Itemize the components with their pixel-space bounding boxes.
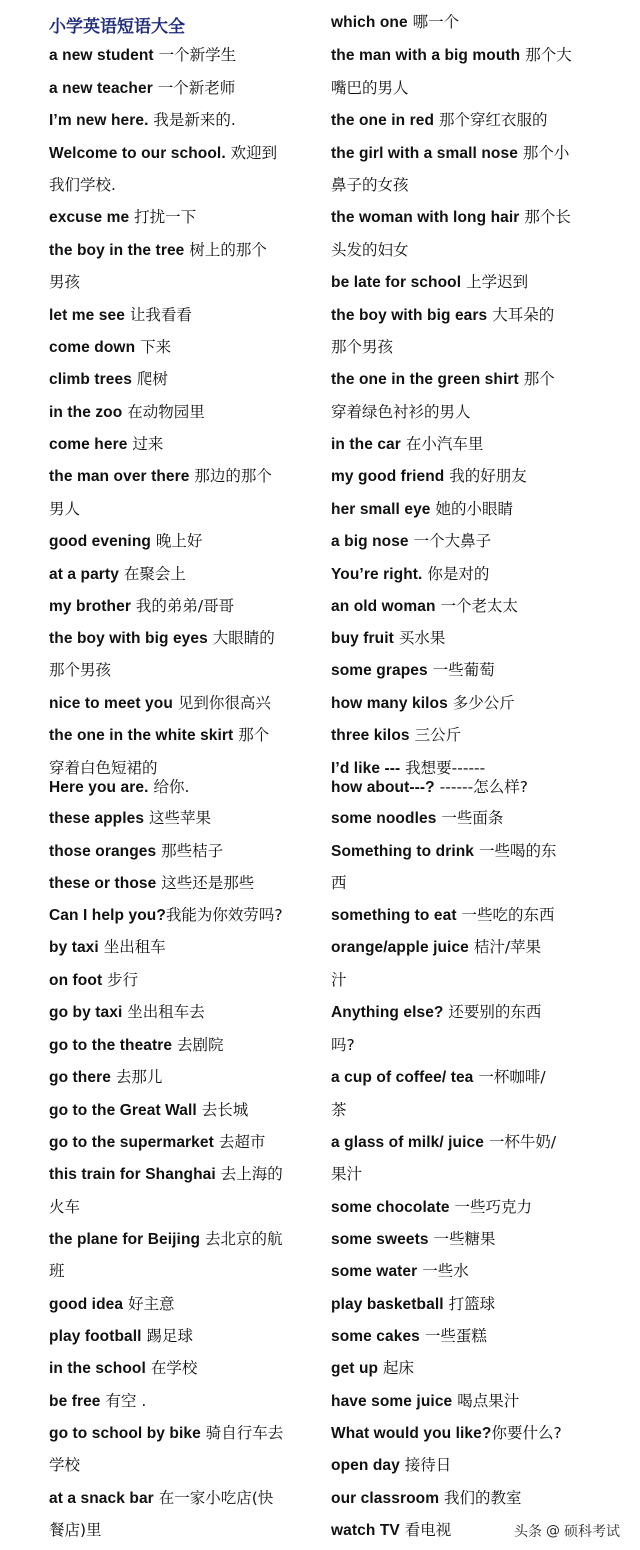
phrase-english: nice to meet you [49, 695, 173, 712]
phrase-english: a glass of milk/ juice [331, 1134, 484, 1151]
phrase-chinese: 你是对的 [422, 565, 490, 583]
phrase-line [331, 1035, 355, 1056]
phrase-english: Welcome to our school. [49, 145, 226, 162]
phrase-line [331, 1261, 469, 1282]
phrase-line [331, 175, 409, 196]
phrase-chinese: 那个 [518, 370, 555, 388]
phrase-line [49, 1035, 224, 1056]
phrase-chinese: 多少公斤 [447, 694, 515, 712]
phrase-line [49, 272, 80, 293]
phrase-english: which one [331, 14, 408, 31]
phrase-english: by taxi [49, 939, 99, 956]
phrase-line [331, 337, 393, 358]
phrase-chinese: 看电视 [399, 1521, 452, 1539]
phrase-line [49, 45, 236, 66]
phrase-chinese: 踢足球 [141, 1327, 194, 1345]
phrase-line [331, 12, 459, 33]
phrase-english: those oranges [49, 843, 157, 860]
phrase-line [49, 1326, 193, 1347]
phrase-line [49, 434, 163, 455]
phrase-chinese: 吗? [331, 1036, 355, 1054]
phrase-line [49, 1520, 102, 1541]
phrase-english: a cup of coffee/ tea [331, 1069, 474, 1086]
phrase-chinese: 那个大 [520, 46, 572, 64]
phrase-english: play basketball [331, 1296, 444, 1313]
phrase-line [49, 725, 269, 746]
phrase-english: go to the theatre [49, 1037, 173, 1054]
phrase-chinese: 打扰一下 [129, 208, 197, 226]
phrase-english: a new teacher [49, 80, 153, 97]
phrase-english: the one in the white skirt [49, 727, 234, 744]
phrase-chinese: 餐店)里 [49, 1521, 102, 1539]
phrase-line [331, 1488, 522, 1509]
phrase-english: on foot [49, 972, 103, 989]
phrase-chinese: 上学迟到 [461, 273, 529, 291]
phrase-chinese: 一些水 [417, 1262, 469, 1280]
phrase-english: go there [49, 1069, 111, 1086]
phrase-english: some grapes [331, 662, 428, 679]
phrase-english: You’re right. [331, 566, 423, 583]
phrase-chinese: 骑自行车去 [200, 1424, 284, 1442]
phrase-chinese: 步行 [102, 971, 139, 989]
phrase-english: the boy with big ears [331, 307, 488, 324]
phrase-chinese: 大耳朵的 [487, 306, 555, 324]
phrase-english: the man with a big mouth [331, 47, 521, 64]
phrase-chinese: 你要什么? [491, 1424, 562, 1442]
phrase-chinese: 班 [49, 1262, 65, 1280]
phrase-line [49, 499, 80, 520]
phrase-english: open day [331, 1457, 400, 1474]
phrase-english: at a party [49, 566, 119, 583]
phrase-chinese: 过来 [127, 435, 164, 453]
phrase-chinese: 一杯咖啡/ [473, 1068, 546, 1086]
phrase-chinese: 一杯牛奶/ [483, 1133, 557, 1151]
phrase-english: the one in the green shirt [331, 371, 519, 388]
phrase-line [331, 758, 485, 779]
phrase-english: have some juice [331, 1393, 453, 1410]
phrase-english: buy fruit [331, 630, 394, 647]
phrase-chinese: 那个小 [517, 144, 570, 162]
phrase-line [49, 1100, 248, 1121]
phrase-english: at a snack bar [49, 1490, 154, 1507]
phrase-line [49, 337, 171, 358]
phrase-english: in the car [331, 436, 401, 453]
phrase-line [331, 564, 489, 585]
phrase-line [49, 1229, 283, 1250]
phrase-line [49, 777, 189, 798]
phrase-line [331, 1294, 495, 1315]
phrase-chinese: 嘴巴的男人 [331, 79, 409, 97]
phrase-english: some sweets [331, 1231, 429, 1248]
phrase-line [331, 305, 554, 326]
phrase-english: three kilos [331, 727, 410, 744]
phrase-chinese: 坐出租车去 [122, 1003, 205, 1021]
phrase-chinese: ------怎么样? [434, 778, 528, 796]
phrase-chinese: 桔汁/苹果 [468, 938, 542, 956]
phrase-english: some noodles [331, 810, 437, 827]
phrase-chinese: 三公斤 [409, 726, 462, 744]
phrase-chinese: 我的好朋友 [444, 467, 527, 485]
at-icon: @ [546, 1523, 560, 1539]
phrase-line [49, 841, 223, 862]
phrase-line [331, 240, 409, 261]
phrase-chinese: 在小汽车里 [400, 435, 484, 453]
phrase-chinese: 我想要------ [400, 759, 486, 777]
phrase-line [49, 905, 283, 926]
phrase-chinese: 男人 [49, 500, 81, 518]
phrase-line [49, 628, 275, 649]
phrase-english: Anything else? [331, 1004, 444, 1021]
watermark [510, 1518, 624, 1544]
phrase-english: the man over there [49, 468, 190, 485]
phrase-chinese: 男孩 [49, 273, 81, 291]
phrase-english: play football [49, 1328, 142, 1345]
phrase-chinese: 学校 [49, 1456, 81, 1474]
phrase-english: an old woman [331, 598, 436, 615]
phrase-line [49, 1294, 175, 1315]
phrase-chinese: 大眼睛的 [207, 629, 275, 647]
phrase-english: the girl with a small nose [331, 145, 518, 162]
phrase-line [331, 1423, 562, 1444]
phrase-line [49, 873, 254, 894]
phrase-chinese: 有空 . [100, 1392, 147, 1410]
phrase-chinese: 那个长 [519, 208, 571, 226]
phrase-line [49, 402, 205, 423]
phrase-english: something to eat [331, 907, 457, 924]
phrase-line [331, 725, 461, 746]
phrase-line [331, 1100, 347, 1121]
phrase-english: watch TV [331, 1522, 400, 1539]
phrase-line [49, 305, 192, 326]
phrase-chinese: 给你. [148, 778, 190, 796]
phrase-line [331, 1164, 362, 1185]
phrase-chinese: 好主意 [123, 1295, 175, 1313]
phrase-chinese: 在一家小吃店(快 [153, 1489, 274, 1507]
phrase-chinese: 欢迎到 [225, 144, 278, 162]
phrase-chinese: 晚上好 [150, 532, 203, 550]
phrase-chinese: 哪一个 [407, 13, 460, 31]
phrase-chinese: 那个 [233, 726, 270, 744]
phrase-line [331, 841, 556, 862]
phrase-line [49, 1067, 162, 1088]
phrase-chinese: 去超市 [213, 1133, 266, 1151]
phrase-line [331, 531, 491, 552]
phrase-chinese: 头发的妇女 [331, 241, 409, 259]
phrase-english: be late for school [331, 274, 462, 291]
phrase-english: go to the supermarket [49, 1134, 214, 1151]
phrase-chinese: 坐出租车 [98, 938, 166, 956]
phrase-line [49, 808, 211, 829]
phrase-english: in the school [49, 1360, 146, 1377]
phrase-line [49, 1391, 146, 1412]
phrase-chinese: 一些糖果 [428, 1230, 496, 1248]
phrase-chinese: 还要别的东西 [443, 1003, 542, 1021]
phrase-line [331, 1132, 556, 1153]
phrase-english: get up [331, 1360, 379, 1377]
phrase-chinese: 那个男孩 [49, 661, 112, 679]
phrase-english: good idea [49, 1296, 124, 1313]
phrase-line [331, 660, 495, 681]
phrase-chinese: 接待日 [399, 1456, 452, 1474]
phrase-english: my good friend [331, 468, 445, 485]
phrase-chinese: 果汁 [331, 1165, 363, 1183]
phrase-line [49, 78, 235, 99]
phrase-chinese: 去上海的 [215, 1165, 283, 1183]
phrase-line [49, 143, 277, 164]
phrase-line [49, 1358, 197, 1379]
phrase-chinese: 那些桔子 [156, 842, 224, 860]
watermark-prefix: 头条 [514, 1524, 542, 1540]
phrase-chinese: 一些蛋糕 [419, 1327, 487, 1345]
phrase-chinese: 树上的那个 [184, 241, 267, 259]
phrase-chinese: 一个大鼻子 [408, 532, 492, 550]
phrase-line [49, 1423, 283, 1444]
phrase-chinese: 在聚会上 [118, 565, 186, 583]
phrase-chinese: 下来 [135, 338, 172, 356]
phrase-chinese: 打篮球 [443, 1295, 496, 1313]
phrase-english: climb trees [49, 371, 132, 388]
phrase-chinese: 去北京的航 [200, 1230, 283, 1248]
phrase-english: orange/apple juice [331, 939, 469, 956]
phrase-line [331, 1326, 487, 1347]
phrase-chinese: 去那儿 [110, 1068, 163, 1086]
phrase-chinese: 穿着绿色衬衫的男人 [331, 403, 471, 421]
phrase-chinese: 我的弟弟/哥哥 [130, 597, 235, 615]
phrase-line [49, 240, 267, 261]
phrase-english: excuse me [49, 209, 130, 226]
phrase-english: how many kilos [331, 695, 448, 712]
phrase-line [49, 207, 196, 228]
phrase-english: my brother [49, 598, 131, 615]
phrase-english: good evening [49, 533, 151, 550]
phrase-english: some water [331, 1263, 418, 1280]
phrase-english: her small eye [331, 501, 431, 518]
phrase-english: the boy in the tree [49, 242, 185, 259]
phrase-line [331, 1229, 496, 1250]
phrase-english: some cakes [331, 1328, 420, 1345]
phrase-english: the one in red [331, 112, 435, 129]
phrase-english: I’d like --- [331, 760, 401, 777]
phrase-chinese: 喝点果汁 [452, 1392, 520, 1410]
phrase-line [331, 1391, 519, 1412]
phrase-chinese: 汁 [331, 971, 347, 989]
phrase-chinese: 去剧院 [172, 1036, 224, 1054]
phrase-line [331, 905, 555, 926]
phrase-chinese: 一些巧克力 [449, 1198, 532, 1216]
phrase-chinese: 一个老太太 [435, 597, 518, 615]
phrase-english: these apples [49, 810, 145, 827]
phrase-line [49, 1488, 273, 1509]
phrase-line [331, 1455, 451, 1476]
phrase-chinese: 这些苹果 [144, 809, 212, 827]
phrase-line [49, 970, 138, 991]
phrase-chinese: 我们学校. [49, 176, 116, 194]
phrase-chinese: 让我看看 [124, 306, 192, 324]
phrase-chinese: 鼻子的女孩 [331, 176, 409, 194]
phrase-line [49, 175, 116, 196]
phrase-line [331, 1520, 451, 1541]
phrase-line [49, 1164, 283, 1185]
phrase-line [49, 660, 111, 681]
phrase-chinese: 那边的那个 [189, 467, 272, 485]
phrase-line [331, 1358, 414, 1379]
phrase-english: I’m new here. [49, 112, 149, 129]
phrase-line [331, 466, 527, 487]
phrase-english: Something to drink [331, 843, 475, 860]
phrase-english: the woman with long hair [331, 209, 520, 226]
phrase-line [331, 45, 572, 66]
watermark-name: 硕科考试 [564, 1524, 620, 1540]
phrase-english: a new student [49, 47, 154, 64]
phrase-line [49, 531, 202, 552]
phrase-line [331, 970, 347, 991]
phrase-chinese: 在学校 [145, 1359, 198, 1377]
phrase-chinese: 一个新老师 [152, 79, 236, 97]
phrase-english: go by taxi [49, 1004, 123, 1021]
phrase-english: go to the Great Wall [49, 1102, 197, 1119]
phrase-english: Can I help you? [49, 907, 166, 924]
phrase-line [331, 434, 483, 455]
phrase-chinese: 那个男孩 [331, 338, 394, 356]
phrase-chinese: 一些喝的东 [474, 842, 557, 860]
phrase-line [49, 110, 236, 131]
phrase-english: come down [49, 339, 136, 356]
phrase-line [49, 1261, 65, 1282]
phrase-line [49, 1002, 205, 1023]
phrase-line [331, 143, 569, 164]
phrase-line [331, 110, 547, 131]
phrase-chinese: 我能为你效劳吗? [165, 906, 283, 924]
phrase-line [49, 693, 271, 714]
phrase-line [331, 777, 528, 798]
phrase-chinese: 见到你很高兴 [172, 694, 271, 712]
phrase-english: let me see [49, 307, 125, 324]
phrase-line [331, 808, 503, 829]
phrase-chinese: 起床 [378, 1359, 415, 1377]
phrase-line [49, 1455, 80, 1476]
phrase-english: a big nose [331, 533, 409, 550]
phrase-chinese: 我是新来的. [148, 111, 236, 129]
phrase-chinese: 那个穿红衣服的 [434, 111, 548, 129]
phrase-english: the boy with big eyes [49, 630, 208, 647]
phrase-chinese: 一个新学生 [153, 46, 237, 64]
phrase-chinese: 在动物园里 [122, 403, 205, 421]
phrase-english: What would you like? [331, 1425, 492, 1442]
phrase-line [49, 369, 168, 390]
phrase-line [49, 1132, 265, 1153]
phrase-english: some chocolate [331, 1199, 450, 1216]
phrase-line [49, 596, 234, 617]
phrase-line [331, 1002, 541, 1023]
phrase-english: be free [49, 1393, 101, 1410]
phrase-line [331, 937, 541, 958]
phrase-line [331, 402, 471, 423]
phrase-line [331, 499, 513, 520]
phrase-line [331, 873, 347, 894]
phrase-chinese: 买水果 [393, 629, 446, 647]
page-title: 小学英语短语大全 [49, 17, 185, 37]
phrase-chinese: 西 [331, 874, 347, 892]
phrase-english: our classroom [331, 1490, 440, 1507]
phrase-chinese: 一些面条 [436, 809, 504, 827]
phrase-line [331, 369, 555, 390]
phrase-line [49, 758, 158, 779]
phrase-chinese: 她的小眼睛 [430, 500, 513, 518]
phrase-english: how about---? [331, 779, 435, 796]
phrase-line [331, 1067, 546, 1088]
phrase-line [331, 693, 515, 714]
phrase-chinese: 火车 [49, 1198, 81, 1216]
phrase-chinese: 一些葡萄 [427, 661, 495, 679]
phrase-line [331, 272, 528, 293]
phrase-english: this train for Shanghai [49, 1166, 216, 1183]
phrase-english: in the zoo [49, 404, 123, 421]
phrase-line [331, 628, 445, 649]
phrase-english: Here you are. [49, 779, 149, 796]
phrase-chinese: 茶 [331, 1101, 347, 1119]
phrase-chinese: 去长城 [196, 1101, 249, 1119]
phrase-chinese: 一些吃的东西 [456, 906, 555, 924]
phrase-chinese: 这些还是那些 [156, 874, 255, 892]
phrase-line [331, 207, 571, 228]
phrase-line [331, 1197, 532, 1218]
phrase-english: these or those [49, 875, 157, 892]
phrase-line [49, 466, 272, 487]
phrase-line [49, 1197, 80, 1218]
phrase-chinese: 穿着白色短裙的 [49, 759, 158, 777]
phrase-line [49, 564, 186, 585]
phrase-line [331, 78, 409, 99]
phrase-line [331, 596, 518, 617]
phrase-english: go to school by bike [49, 1425, 201, 1442]
phrase-line [49, 937, 166, 958]
phrase-chinese: 我们的教室 [439, 1489, 522, 1507]
phrase-english: come here [49, 436, 128, 453]
phrase-english: the plane for Beijing [49, 1231, 201, 1248]
phrase-chinese: 爬树 [131, 370, 168, 388]
